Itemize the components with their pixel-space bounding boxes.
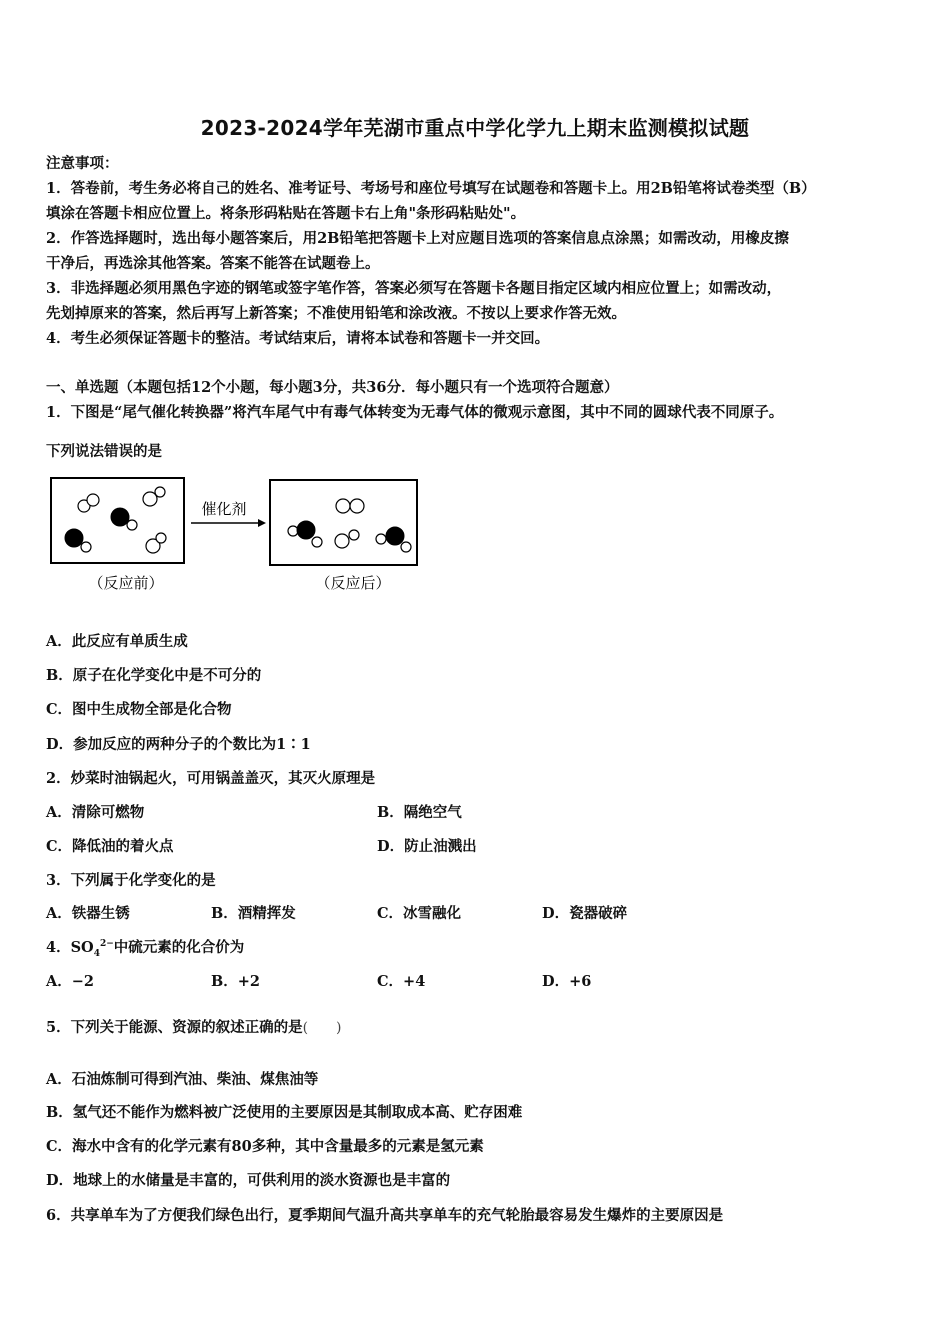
q5-stem-text: 5．下列关于能源、资源的叙述正确的是 [46,1019,303,1036]
question-5-stem [46,1016,342,1037]
question-6-stem: 6．共享单车为了方便我们绿色出行，夏季期间气温升高共享单车的充气轮胎最容易发生爆炸的主要原因是 [46,1207,724,1224]
q3-option-c: C．冰雪融化 [377,905,462,922]
white-atom [87,494,99,506]
black-atom [297,521,315,539]
reaction-diagram [48,472,428,602]
q4-superscript: 2− [99,939,114,950]
q4-stem-suffix: 中硫元素的化合价为 [113,939,245,956]
notice-line: 3．非选择题必须用黑色字迹的钢笔或签字笔作答，答案必须写在答题卡各题目指定区域内相应位置上；如需改动， [46,280,782,297]
q1-option-b: B．原子在化学变化中是不可分的 [46,667,262,684]
q5-option-a: A．石油炼制可得到汽油、柴油、煤焦油等 [46,1071,319,1088]
notice-line: 2．作答选择题时，选出每小题答案后，用2B铅笔把答题卡上对应题目选项的答案信息点涂黑；如需改动，用橡皮擦 [46,230,789,247]
white-atom [127,520,137,530]
q4-subscript: 4 [93,948,100,959]
black-atom [65,529,83,547]
notice-line: 先划掉原来的答案，然后再写上新答案；不准使用铅笔和涂改液。不按以上要求作答无效。 [46,305,626,322]
question-2-stem: 2．炒菜时油锅起火，可用锅盖盖灭，其灭火原理是 [46,770,376,787]
arrow-head [258,519,266,527]
q2-option-c: C．降低油的着火点 [46,838,174,855]
q4-option-d: D．+6 [542,973,592,990]
q3-option-b: B．酒精挥发 [211,905,296,922]
white-atom [335,534,349,548]
white-atom [401,542,411,552]
white-atom [288,526,298,536]
notice-heading: 注意事项： [46,155,119,172]
q1-option-c: C．图中生成物全部是化合物 [46,701,232,718]
black-atom [111,508,129,526]
q4-option-c: C．+4 [377,973,426,990]
after-caption: （反应后） [315,574,391,592]
white-atom [155,487,165,497]
q3-option-d: D．瓷器破碎 [542,905,628,922]
after-box [270,480,417,565]
q1-option-d: D．参加反应的两种分子的个数比为1∶1 [46,736,311,753]
before-caption: （反应前） [88,574,164,592]
notice-line: 1．答卷前，考生务必将自己的姓名、准考证号、考场号和座位号填写在试题卷和答题卡上。用2B铅笔将试卷类型（B） [46,180,816,197]
white-atom [350,499,364,513]
answer-paren: ( ) [302,1020,342,1036]
catalyst-label: 催化剂 [201,500,247,518]
page-title: 2023-2024学年芜湖市重点中学化学九上期末监测模拟试题 [200,116,750,140]
q4-stem-prefix: 4．SO [46,939,94,956]
question-4-stem [46,936,244,959]
q4-option-b: B．+2 [211,973,260,990]
white-atom [81,542,91,552]
q2-option-a: A．清除可燃物 [46,804,145,821]
q5-option-d: D．地球上的水储量是丰富的，可供利用的淡水资源也是丰富的 [46,1172,451,1189]
section-heading: 一、单选题（本题包括12个小题，每小题3分，共36分．每小题只有一个选项符合题意） [46,379,619,396]
white-atom [156,533,166,543]
question-1-stem: 1．下图是“尾气催化转换器”将汽车尾气中有毒气体转变为无毒气体的微观示意图，其中不同的圆球代表不同原子。 [46,404,784,421]
question-3-stem: 3．下列属于化学变化的是 [46,872,216,889]
q2-option-d: D．防止油溅出 [377,838,477,855]
q5-option-c: C．海水中含有的化学元素有80多种，其中含量最多的元素是氢元素 [46,1138,484,1155]
white-atom [376,534,386,544]
q5-option-b: B．氢气还不能作为燃料被广泛使用的主要原因是其制取成本高、贮存困难 [46,1104,523,1121]
notice-line: 填涂在答题卡相应位置上。将条形码粘贴在答题卡右上角"条形码粘贴处"。 [46,205,526,222]
notice-line: 干净后，再选涂其他答案。答案不能答在试题卷上。 [46,255,380,272]
white-atom [336,499,350,513]
question-1-stem-2: 下列说法错误的是 [46,443,162,460]
q3-option-a: A．铁器生锈 [46,905,130,922]
black-atom [386,527,404,545]
white-atom [349,530,359,540]
q4-option-a: A．−2 [46,973,94,990]
white-atom [312,537,322,547]
q1-option-a: A．此反应有单质生成 [46,633,188,650]
q2-option-b: B．隔绝空气 [377,804,462,821]
notice-line: 4．考生必须保证答题卡的整洁。考试结束后，请将本试卷和答题卡一并交回。 [46,330,550,347]
